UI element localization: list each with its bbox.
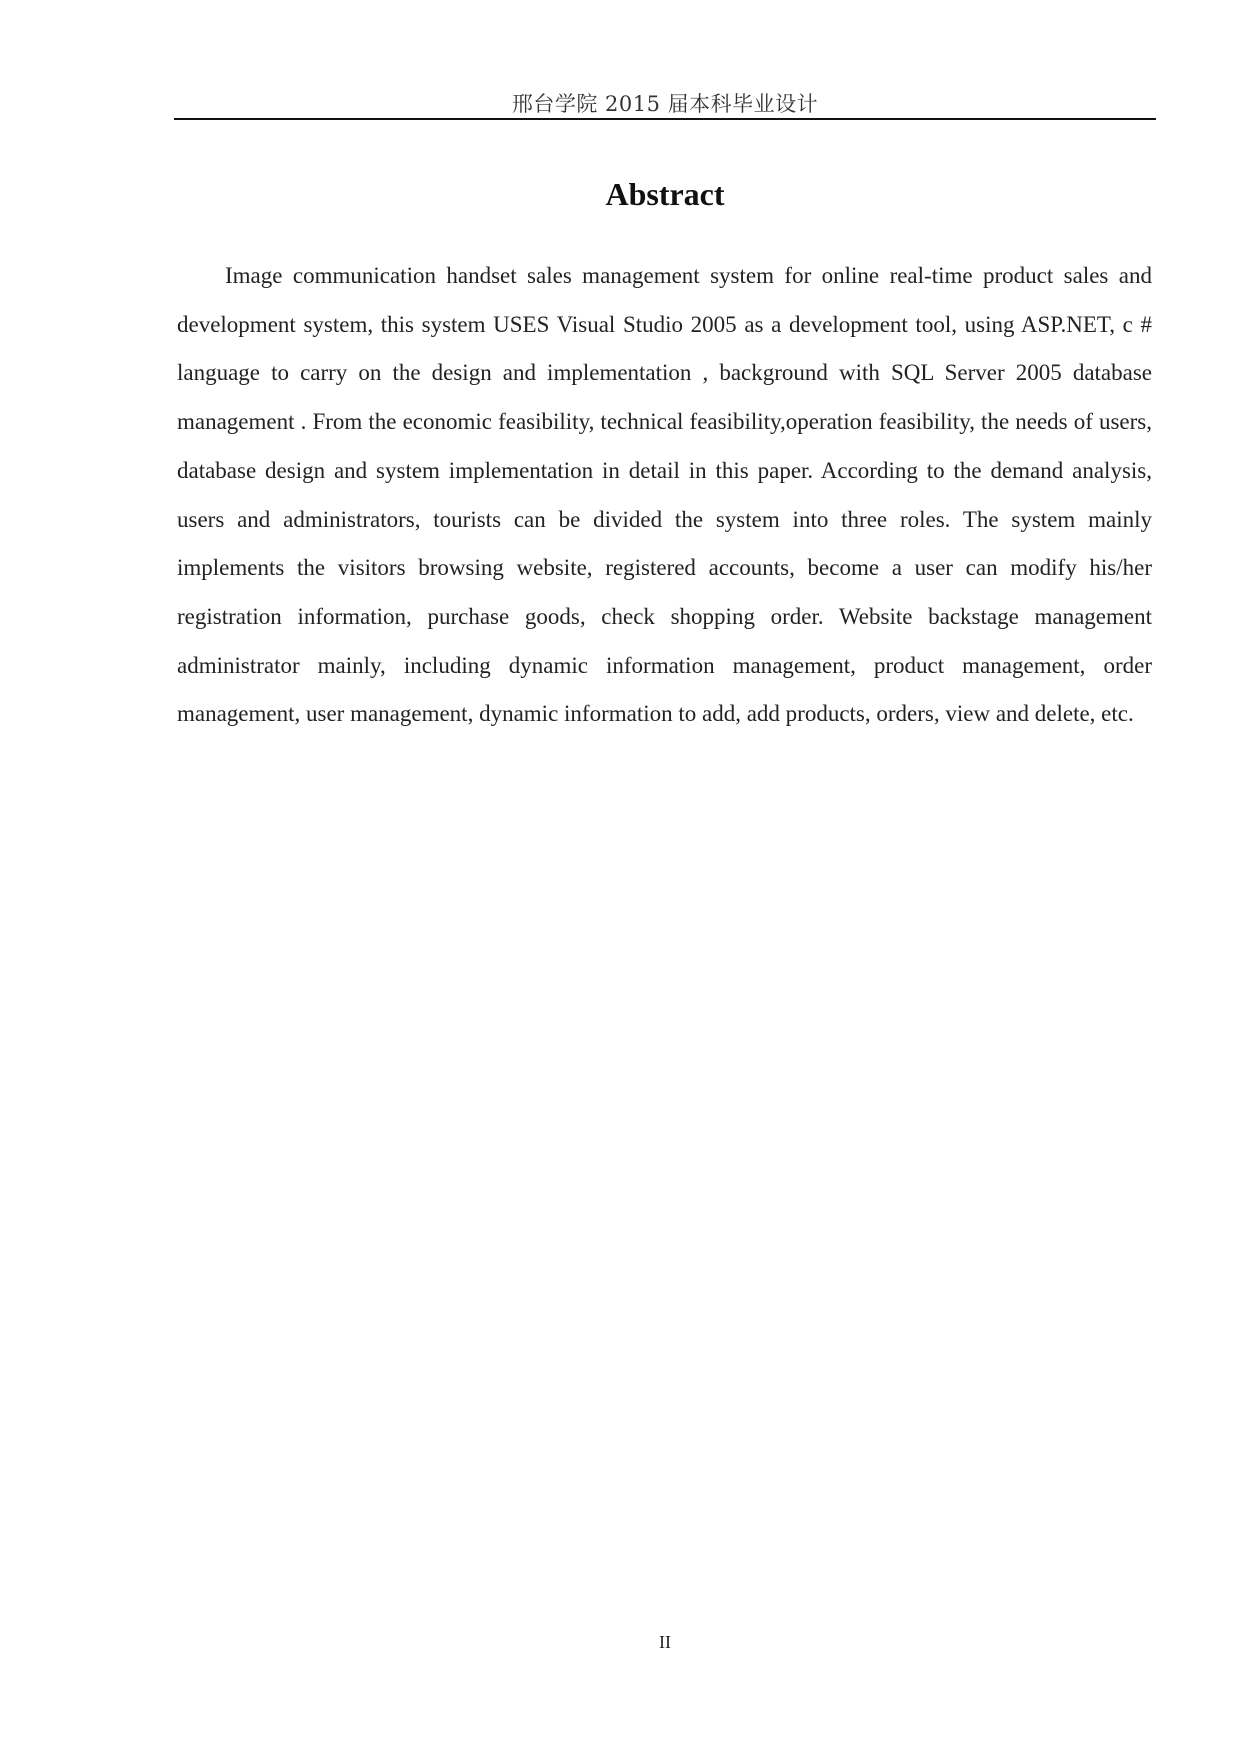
page-header: 邢台学院 2015 届本科毕业设计 <box>511 92 819 116</box>
page-number: II <box>659 1632 671 1652</box>
header-rule <box>174 118 1156 120</box>
page-title: Abstract <box>605 176 725 212</box>
abstract-paragraph: Image communication handset sales management system for online real-time product sales and development system, this system USES Visual Studio 2005 as a development tool, using ASP.NET, c # language to carry on the design and implementation , background with SQL Server 2005 database management . From the economic feasibility, technical feasibility,operation feasibility, the needs of users, database design and system implementation in detail in this paper. According to the demand analysis, users and administrators, tourists can be divided the system into three roles. The system mainly implements the visitors browsing website, registered accounts, become a user can modify his/her registration information, purchase goods, check shopping order. Website backstage management administrator mainly, including dynamic information management, product management, order management, user management, dynamic information to add, add products, orders, view and delete, etc. <box>177 263 1152 727</box>
